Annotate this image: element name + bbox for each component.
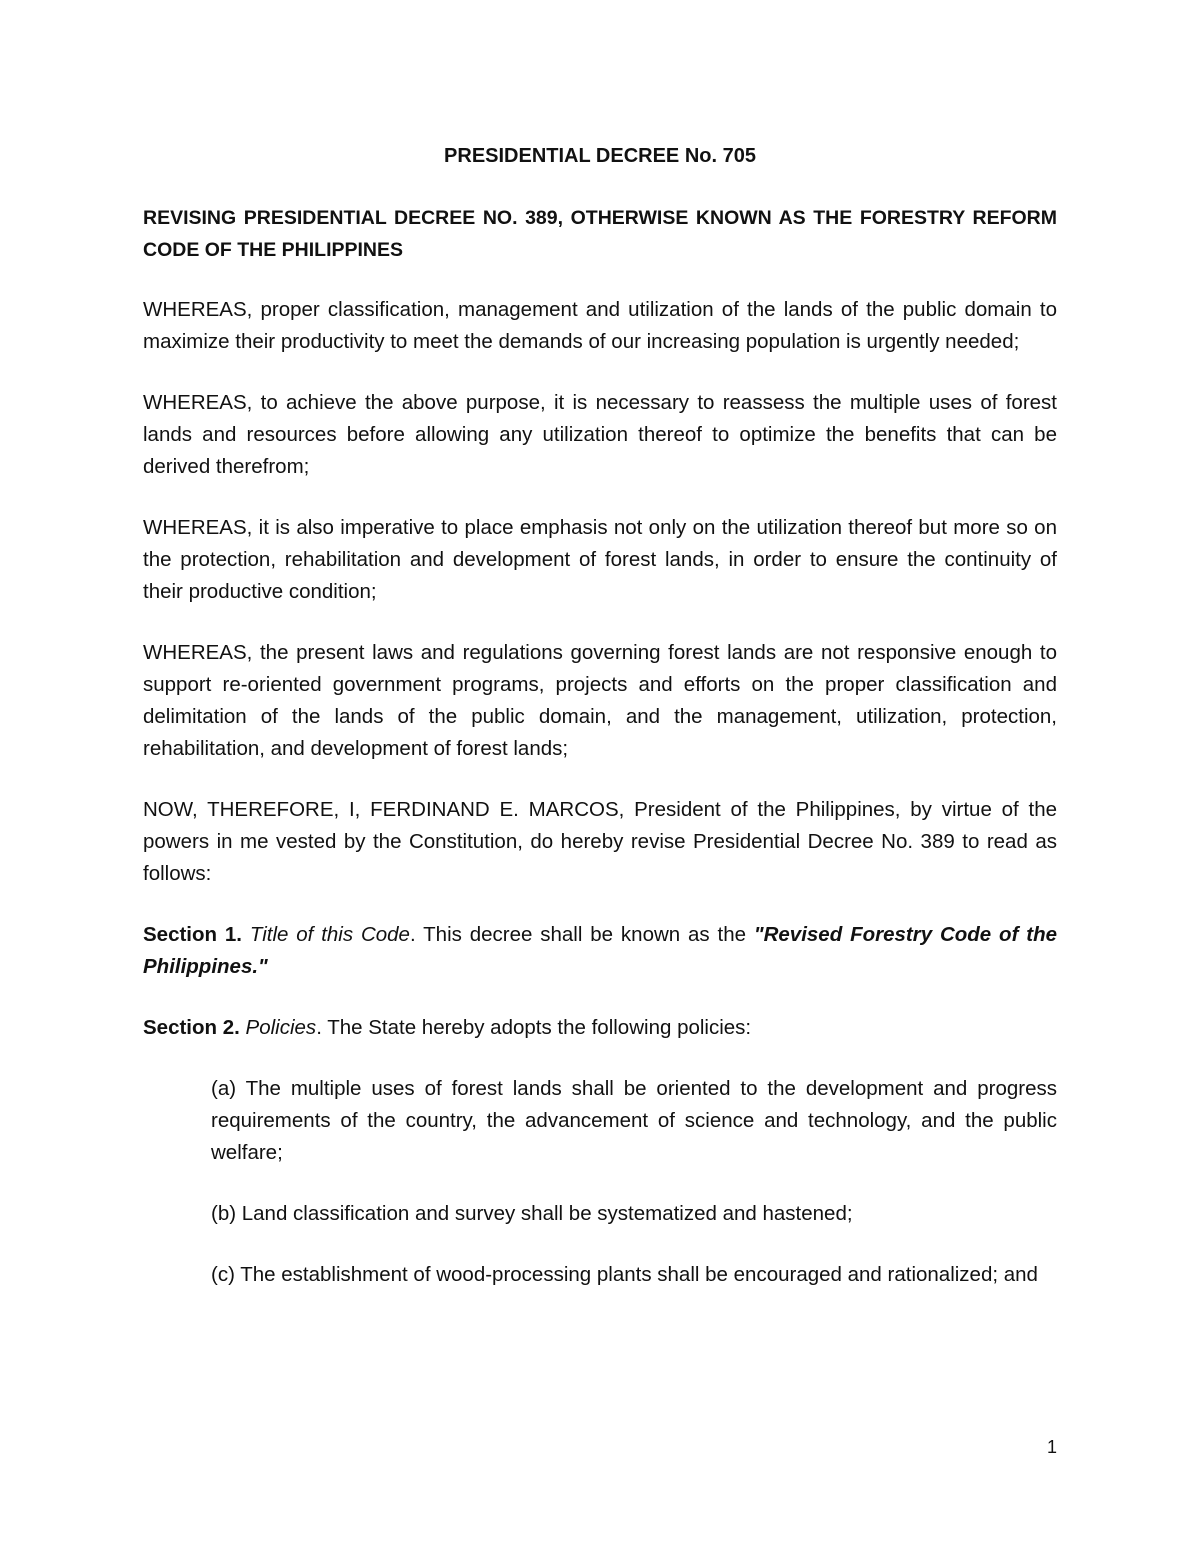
policy-item-a: (a) The multiple uses of forest lands shall be oriented to the development and progress requirements of the country, the advancement of science and technology, and the public welfare; [211, 1077, 1057, 1164]
section-1-heading: Title of this Code [249, 923, 410, 946]
policy-item-c: (c) The establishment of wood-processing plants shall be encouraged and rationalized; and [211, 1263, 1038, 1286]
policy-item-b: (b) Land classification and survey shall be systematized and hastened; [211, 1202, 853, 1225]
section-1-text: . This decree shall be known as the [409, 923, 754, 946]
document-title: PRESIDENTIAL DECREE No. 705 [444, 145, 756, 167]
section-2 [143, 1012, 1057, 1044]
whereas-clause-2: WHEREAS, to achieve the above purpose, it is necessary to reassess the multiple uses of forest lands and resources before allowing any utilization thereof to optimize the benefits that can be derived therefrom; [143, 391, 1057, 478]
now-therefore-clause: NOW, THEREFORE, I, FERDINAND E. MARCOS, President of the Philippines, by virtue of the powers in me vested by the Constitution, do hereby revise Presidential Decree No. 389 to read as follows: [143, 798, 1057, 885]
section-1-label: Section 1. [143, 923, 242, 946]
document-page [143, 140, 1057, 1320]
document-subtitle: REVISING PRESIDENTIAL DECREE NO. 389, OTHERWISE KNOWN AS THE FORESTRY REFORM CODE OF THE PHILIPPINES [143, 207, 1057, 261]
section-2-label: Section 2. [143, 1016, 240, 1039]
page-number: 1 [1046, 1437, 1057, 1457]
section-1-quoted-title: "Revised Forestry Code of the Philippines." [143, 923, 1058, 978]
whereas-clause-3: WHEREAS, it is also imperative to place emphasis not only on the utilization thereof but more so on the protection, rehabilitation and development of forest lands, in order to ensure the continuity of their productive condition; [143, 516, 1057, 603]
whereas-clause-1: WHEREAS, proper classification, management and utilization of the lands of the public domain to maximize their productivity to meet the demands of our increasing population is urgently needed; [143, 298, 1057, 353]
section-1 [143, 919, 1057, 983]
section-2-text: . The State hereby adopts the following policies: [316, 1016, 752, 1039]
section-2-heading: Policies [245, 1016, 317, 1039]
whereas-clause-4: WHEREAS, the present laws and regulations governing forest lands are not responsive enough to support re-oriented government programs, projects and efforts on the proper classification and delimitation of the lands of the public domain, and the management, utilization, protection, rehabilitation, and development of forest lands; [143, 641, 1057, 760]
